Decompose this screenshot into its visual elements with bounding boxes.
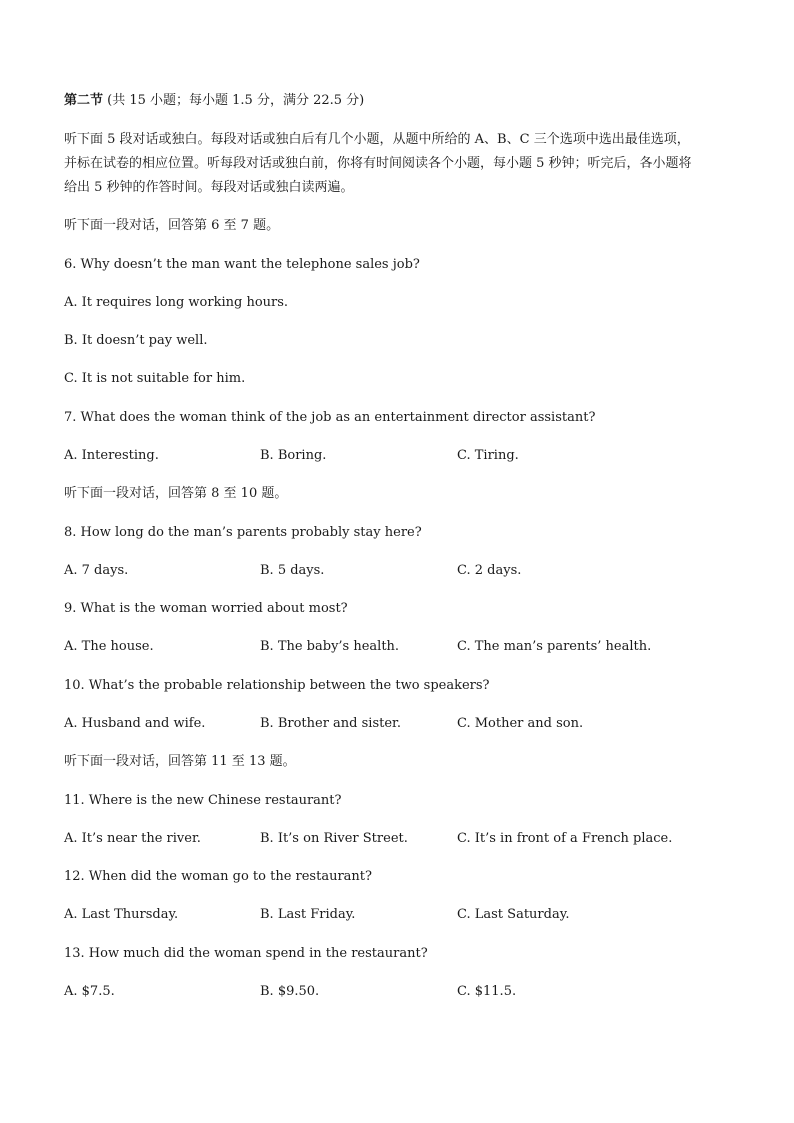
group-prompt: 听下面一段对话，回答第 8 至 10 题。	[64, 486, 288, 501]
option-a: A. Interesting.	[64, 448, 159, 463]
question-stem: 8. How long do the man’s parents probably stay here?	[64, 525, 422, 540]
option-c: C. It is not suitable for him.	[64, 371, 246, 386]
option-c: C. The man’s parents’ health.	[457, 639, 652, 654]
option-a: A. Last Thursday.	[64, 907, 179, 922]
group-prompt: 听下面一段对话，回答第 11 至 13 题。	[64, 754, 296, 769]
option-b: B. It doesn’t pay well.	[64, 333, 208, 348]
question-stem: 10. What’s the probable relationship between the two speakers?	[64, 678, 490, 693]
option-b: B. $9.50.	[260, 984, 320, 999]
option-a: A. The house.	[64, 639, 154, 654]
option-a: A. Husband and wife.	[64, 716, 206, 731]
option-b: B. Last Friday.	[260, 907, 356, 922]
section-heading	[64, 93, 730, 109]
question-stem: 12. When did the woman go to the restaurant?	[64, 869, 372, 884]
option-a: A. 7 days.	[64, 563, 129, 578]
option-c: C. Tiring.	[457, 448, 519, 463]
option-c: C. It’s in front of a French place.	[457, 831, 673, 846]
option-a: A. It requires long working hours.	[64, 295, 289, 310]
instructions-line-1: 听下面 5 段对话或独白。每段对话或独白后有几个小题，从题中所给的 A、B、C 三个选项中选出最佳选项，	[64, 132, 690, 147]
section-score-note: (共 15 小题；每小题 1.5 分，满分 22.5 分)	[103, 93, 365, 108]
question-stem: 7. What does the woman think of the job as an entertainment director assistant?	[64, 410, 596, 425]
instructions-line-2: 并标在试卷的相应位置。听每段对话或独白前，你将有时间阅读各个小题，每小题 5 秒钟；听完后，各小题将	[64, 156, 692, 171]
option-b: B. Boring.	[260, 448, 327, 463]
question-stem: 13. How much did the woman spend in the restaurant?	[64, 946, 428, 961]
instructions-line-3: 给出 5 秒钟的作答时间。每段对话或独白读两遍。	[64, 180, 354, 195]
option-b: B. It’s on River Street.	[260, 831, 408, 846]
section-title: 第二节	[64, 93, 104, 108]
option-c: C. $11.5.	[457, 984, 517, 999]
option-a: A. It’s near the river.	[64, 831, 201, 846]
option-b: B. 5 days.	[260, 563, 325, 578]
group-prompt: 听下面一段对话，回答第 6 至 7 题。	[64, 218, 280, 233]
option-b: B. The baby’s health.	[260, 639, 400, 654]
option-c: C. Last Saturday.	[457, 907, 570, 922]
option-c: C. Mother and son.	[457, 716, 584, 731]
option-a: A. $7.5.	[64, 984, 115, 999]
option-c: C. 2 days.	[457, 563, 522, 578]
question-stem: 11. Where is the new Chinese restaurant?	[64, 793, 342, 808]
option-b: B. Brother and sister.	[260, 716, 401, 731]
question-stem: 6. Why doesn’t the man want the telephone sales job?	[64, 257, 420, 272]
question-stem: 9. What is the woman worried about most?	[64, 601, 348, 616]
